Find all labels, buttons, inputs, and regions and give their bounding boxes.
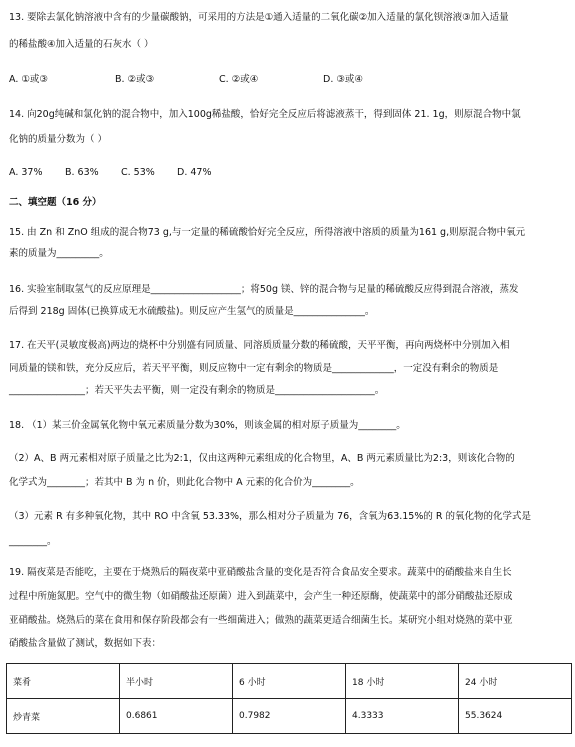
q19-line3: 亚硝酸盐。烧熟后的菜在食用和保存阶段都会有一些细菌进入；做熟的蔬菜更适合细菌生长。某研究小组对烧熟的菜中亚 [9,615,513,626]
table-cell: 0.6861 [120,699,233,734]
table-header-cell: 半小时 [120,664,233,699]
q14-option-b: B. 63% [65,167,99,178]
q14-line1: 14. 向20g纯碱和氯化钠的混合物中，加入100g稀盐酸，恰好完全反应后将滤液蒸干，得到固体 21. 1g，则原混合物中氯 [9,109,521,120]
q13-options [9,73,549,86]
nitrite-table [6,663,572,734]
table-cell: 4.3333 [346,699,459,734]
q18-part1: 18. （1）某三价金属氧化物中氧元素质量分数为30%，则该金属的相对原子质量为________。 [9,420,406,431]
q13-option-c: C. ②或④ [219,74,259,85]
q17-line3: ________________；若天平失去平衡，则一定没有剩余的物质是_____________________。 [9,385,385,396]
q13-option-b: B. ②或③ [115,74,155,85]
q16-line2: 后得到 218g 固体(已换算成无水硫酸盐)。则反应产生氢气的质量是_______________。 [9,306,375,317]
q19-line1: 19. 隔夜菜是否能吃，主要在于烧熟后的隔夜菜中亚硝酸盐含量的变化是否符合食品安全要求。蔬菜中的硝酸盐来自生长 [9,567,512,578]
table-header-cell: 菜肴 [7,664,120,699]
table-cell: 55.3624 [459,699,572,734]
q13-option-a: A. ①或③ [9,74,48,85]
q19-line4: 硝酸盐含量做了测试，数据如下表： [9,638,162,649]
q14-line2: 化钠的质量分数为（ ） [9,134,108,145]
q17-line1: 17. 在天平(灵敏度极高)两边的烧杯中分别盛有同质量、同溶质质量分数的稀硫酸，天平平衡，再向两烧杯中分别加入相 [9,340,510,351]
table-header-row [7,664,572,699]
q18-part3-line1: （3）元素 R 有多种氧化物，其中 RO 中含氧 53.33%，那么相对分子质量为 76，含氧为63.15%的 R 的氧化物的化学式是 [9,511,532,522]
q19-line2: 过程中所施氮肥。空气中的微生物（如硝酸盐还原菌）进入到蔬菜中，会产生一种还原酶，使蔬菜中的部分硝酸盐还原成 [9,591,513,602]
q18-part2-line1: （2）A、B 两元素相对原子质量之比为2:1，仅由这两种元素组成的化合物里，A、B 两元素质量比为2:3，则该化合物的 [9,453,515,464]
q18-part3-line2: ________。 [9,536,57,547]
table-row [7,699,572,734]
q17-line2: 同质量的镁和铁，充分反应后，若天平平衡，则反应物中一定有剩余的物质是_____________，一定没有剩余的物质是 [9,363,499,374]
q15-line1: 15. 由 Zn 和 ZnO 组成的混合物73 g,与一定量的稀硫酸恰好完全反应，所得溶液中溶质的质量为161 g,则原混合物中氧元 [9,227,526,238]
q14-options [9,166,549,179]
table-cell: 0.7982 [233,699,346,734]
q16-line1: 16. 实验室制取氢气的反应原理是___________________；将50g 镁、锌的混合物与足量的稀硫酸反应得到混合溶液，蒸发 [9,284,519,295]
table-header-cell: 6 小时 [233,664,346,699]
table-header-cell: 18 小时 [346,664,459,699]
q18-part2-line2: 化学式为________；若其中 B 为 n 价，则此化合物中 A 元素的化合价为________。 [9,477,360,488]
section-title: 二、填空题（16 分） [9,197,102,208]
table-cell: 炒青菜 [7,699,120,734]
q15-line2: 素的质量为_________。 [9,248,109,259]
q13-line2: 的稀盐酸④加入适量的石灰水（ ） [9,39,154,50]
q13-option-d: D. ③或④ [323,74,363,85]
q13-line1: 13. 要除去氯化钠溶液中含有的少量碳酸钠，可采用的方法是①通入适量的二氧化碳②加入适量的氯化钡溶液③加入适量 [9,12,509,23]
q14-option-c: C. 53% [121,167,155,178]
table-header-cell: 24 小时 [459,664,572,699]
q14-option-a: A. 37% [9,167,43,178]
q14-option-d: D. 47% [177,167,212,178]
